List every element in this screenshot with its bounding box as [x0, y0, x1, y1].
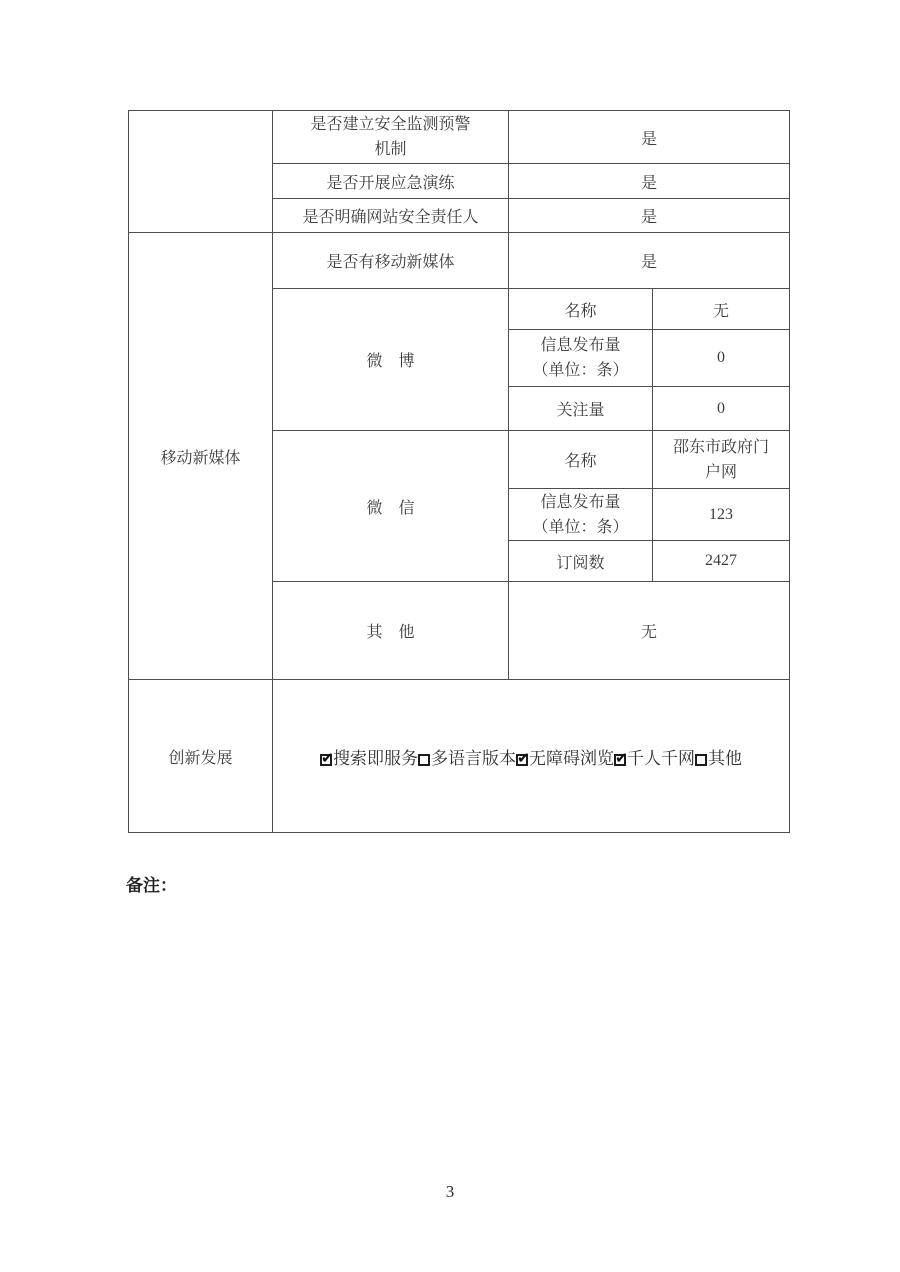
checkbox-accessibility: [516, 754, 528, 766]
option-label: 搜索即服务: [333, 748, 418, 768]
table-row: [129, 111, 790, 164]
weibo-followers-value: 0: [653, 387, 790, 431]
security-responsible-value: 是: [509, 199, 790, 233]
label-line: （单位：条）: [532, 362, 629, 379]
label-line: 机制: [374, 141, 407, 158]
checkbox-multilingual: [418, 754, 430, 766]
section-header-empty-cell: [129, 111, 273, 233]
emergency-drill-value: 是: [509, 164, 790, 199]
weibo-followers-label: 关注量: [509, 387, 653, 431]
weibo-name-value: 无: [653, 289, 790, 330]
mobile-media-section-header: 移动新媒体: [129, 233, 273, 680]
security-monitoring-value: 是: [509, 111, 790, 164]
label-line: 信息发布量: [540, 493, 621, 511]
notes-label: 备注：: [126, 876, 177, 895]
checkbox-other: [695, 754, 707, 766]
weibo-posts-value: 0: [653, 330, 790, 387]
label-line: 是否建立安全监测预警: [310, 116, 471, 133]
option-label: 无障碍浏览: [529, 748, 614, 768]
innovation-options-line: [320, 749, 742, 768]
innovation-section-header: 创新发展: [129, 680, 273, 833]
value-line: 邵东市政府门: [673, 438, 770, 456]
value-line: 户网: [705, 463, 738, 481]
other-media-value: 无: [509, 582, 790, 680]
wechat-posts-label: [509, 489, 653, 541]
label-line: 信息发布量: [540, 337, 621, 354]
wechat-posts-value: 123: [653, 489, 790, 541]
has-mobile-media-label: 是否有移动新媒体: [273, 233, 509, 289]
emergency-drill-label: 是否开展应急演练: [273, 164, 509, 199]
option-label: 多语言版本: [431, 748, 516, 768]
innovation-options-cell: [273, 680, 790, 833]
annual-report-table: [128, 110, 790, 833]
has-mobile-media-value: 是: [509, 233, 790, 289]
checkbox-personalized-web: [614, 754, 626, 766]
other-media-label: 其 他: [273, 582, 509, 680]
report-table-container: [128, 110, 790, 833]
weibo-posts-label: [509, 330, 653, 387]
label-line: （单位：条）: [532, 518, 629, 536]
wechat-name-value: [653, 431, 790, 489]
weibo-header: 微 博: [273, 289, 509, 431]
page-number: 3: [445, 1182, 455, 1201]
weibo-name-label: 名称: [509, 289, 653, 330]
table-row: [129, 233, 790, 289]
table-row: [129, 680, 790, 833]
security-responsible-label: 是否明确网站安全责任人: [273, 199, 509, 233]
security-monitoring-label: [273, 111, 509, 164]
wechat-header: 微 信: [273, 431, 509, 582]
option-label: 千人千网: [627, 748, 695, 768]
wechat-name-label: 名称: [509, 431, 653, 489]
option-label: 其他: [708, 748, 742, 768]
wechat-subscribers-value: 2427: [653, 541, 790, 582]
checkbox-search-as-service: [320, 754, 332, 766]
wechat-subscribers-label: 订阅数: [509, 541, 653, 582]
